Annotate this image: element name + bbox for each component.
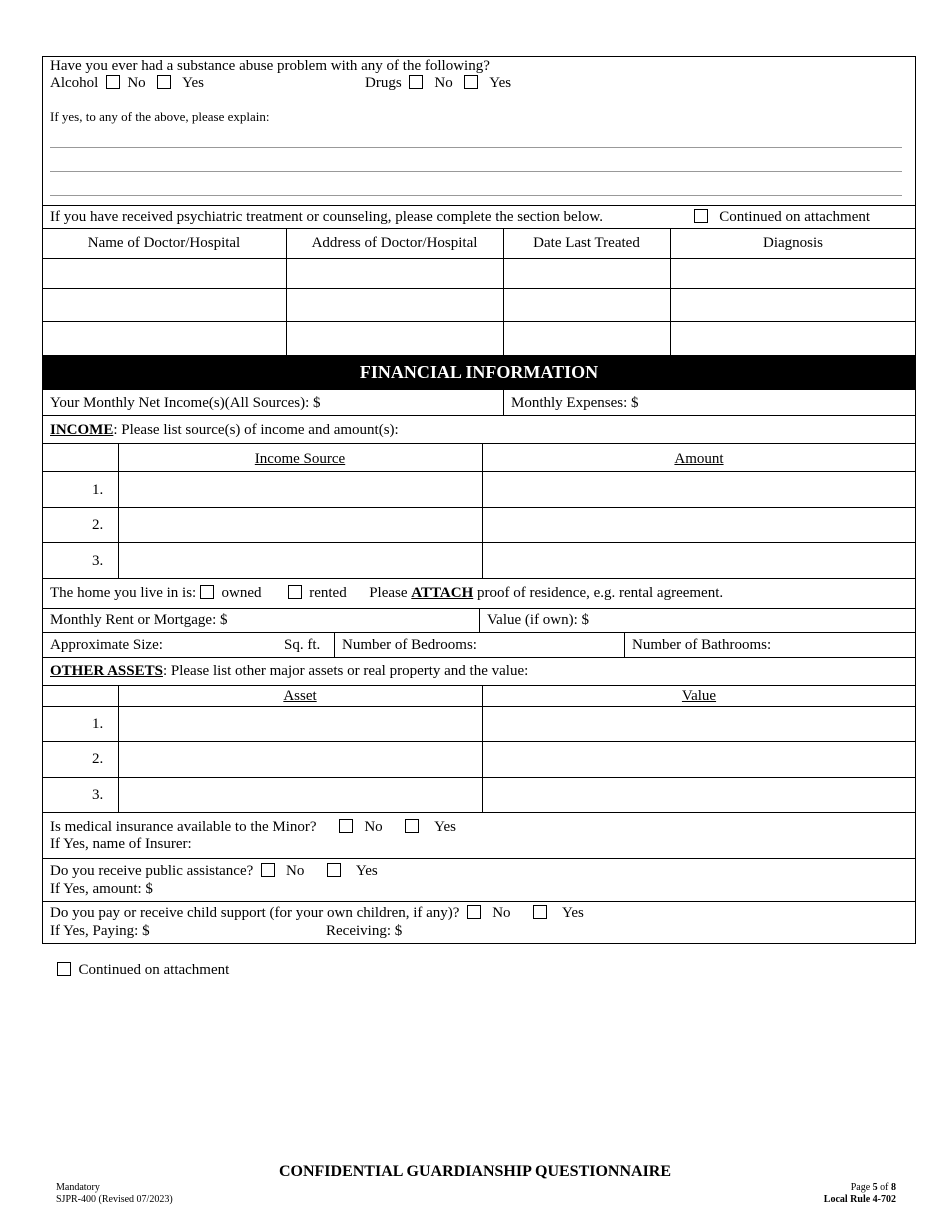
- footer-local-rule: Local Rule 4-702: [823, 1194, 896, 1205]
- public-followup: If Yes, amount: $: [50, 881, 153, 897]
- home-row: [50, 584, 723, 602]
- alcohol-no-checkbox[interactable]: [106, 75, 120, 89]
- other-assets-heading: OTHER ASSETS: [50, 663, 163, 679]
- monthly-expenses-label: Monthly Expenses: $: [511, 395, 639, 411]
- other-assets-row: [50, 662, 528, 680]
- financial-continued-checkbox[interactable]: [57, 962, 71, 976]
- alcohol-label: Alcohol: [50, 75, 99, 91]
- explain-line-1[interactable]: [50, 147, 902, 148]
- child-support-question: Do you pay or receive child support (for your own children, if any)?: [50, 905, 460, 921]
- sqft-label: Sq. ft.: [284, 637, 321, 653]
- medical-question: Is medical insurance available to the Minor?: [50, 819, 317, 835]
- value-header: Value: [681, 688, 717, 704]
- medical-yes-label: Yes: [434, 819, 456, 835]
- medical-no-checkbox[interactable]: [339, 819, 353, 833]
- child-support-no-checkbox[interactable]: [467, 905, 481, 919]
- approx-size-label: Approximate Size:: [50, 637, 163, 653]
- footer-page: [851, 1182, 896, 1194]
- public-yes-label: Yes: [355, 863, 378, 879]
- financial-heading: FINANCIAL INFORMATION: [42, 355, 916, 390]
- medical-no-label: No: [364, 819, 383, 835]
- owned-label: owned: [221, 585, 262, 601]
- medical-followup: If Yes, name of Insurer:: [50, 836, 192, 852]
- alcohol-yes-checkbox[interactable]: [157, 75, 171, 89]
- footer-title: CONFIDENTIAL GUARDIANSHIP QUESTIONNAIRE: [278, 1163, 672, 1180]
- amount-header: Amount: [674, 451, 724, 467]
- asset-row-2-number: 2.: [92, 751, 104, 767]
- please-label: Please: [369, 585, 408, 601]
- psychiatric-continued-label: Continued on attachment: [719, 209, 871, 225]
- explain-prompt: If yes, to any of the above, please explain:: [50, 109, 270, 124]
- financial-continued: [57, 961, 229, 979]
- psych-col-address: Address of Doctor/Hospital: [311, 235, 478, 251]
- rented-label: rented: [309, 585, 347, 601]
- income-heading: INCOME: [50, 422, 114, 438]
- public-no-checkbox[interactable]: [261, 863, 275, 877]
- income-instruction: : Please list source(s) of income and amount(s):: [113, 422, 399, 438]
- alcohol-row: [50, 74, 204, 92]
- income-row-1-number: 1.: [92, 482, 104, 498]
- attach-label: ATTACH: [411, 585, 474, 601]
- proof-label: proof of residence, e.g. rental agreement.: [477, 585, 724, 601]
- financial-continued-label: Continued on attachment: [78, 962, 230, 978]
- psych-col-date: Date Last Treated: [533, 235, 640, 251]
- bathrooms-label: Number of Bathrooms:: [632, 637, 772, 653]
- page-of: of: [880, 1182, 889, 1193]
- explain-line-3[interactable]: [50, 195, 902, 196]
- bedrooms-label: Number of Bedrooms:: [342, 637, 477, 653]
- drugs-label: Drugs: [365, 75, 402, 91]
- drugs-no-checkbox[interactable]: [409, 75, 423, 89]
- other-assets-instruction: : Please list other major assets or real property and the value:: [162, 663, 529, 679]
- psychiatric-instruction: If you have received psychiatric treatment or counseling, please complete the section below.: [50, 209, 603, 225]
- drugs-yes-label: Yes: [489, 75, 512, 91]
- rent-label: Monthly Rent or Mortgage: $: [50, 612, 228, 628]
- drugs-row: [365, 74, 511, 92]
- medical-row: [50, 818, 456, 836]
- medical-yes-checkbox[interactable]: [405, 819, 419, 833]
- child-support-yes-checkbox[interactable]: [533, 905, 547, 919]
- page-current: 5: [872, 1182, 878, 1193]
- public-no-label: No: [286, 863, 305, 879]
- substance-question: Have you ever had a substance abuse problem with any of the following?: [50, 58, 490, 74]
- asset-header: Asset: [283, 688, 317, 704]
- footer-form-id: SJPR-400 (Revised 07/2023): [56, 1194, 173, 1205]
- receiving-label: Receiving: $: [326, 923, 403, 939]
- alcohol-yes-label: Yes: [182, 75, 204, 91]
- alcohol-no-label: No: [127, 75, 146, 91]
- explain-line-2[interactable]: [50, 171, 902, 172]
- income-row-3-number: 3.: [92, 553, 104, 569]
- drugs-no-label: No: [434, 75, 453, 91]
- income-source-header: Income Source: [254, 451, 346, 467]
- footer-mandatory: Mandatory: [56, 1182, 100, 1193]
- home-label: The home you live in is:: [50, 585, 197, 601]
- value-own-label: Value (if own): $: [487, 612, 590, 628]
- child-support-yes-label: Yes: [562, 905, 584, 921]
- public-row: [50, 862, 378, 880]
- psych-col-name: Name of Doctor/Hospital: [87, 235, 241, 251]
- child-support-no-label: No: [492, 905, 511, 921]
- psych-col-diagnosis: Diagnosis: [763, 235, 823, 251]
- income-instruction-row: [50, 421, 399, 439]
- page-total: 8: [891, 1182, 896, 1193]
- asset-row-3-number: 3.: [92, 787, 104, 803]
- public-question: Do you receive public assistance?: [50, 863, 254, 879]
- monthly-income-label: Your Monthly Net Income(s)(All Sources): $: [50, 395, 321, 411]
- asset-row-1-number: 1.: [92, 716, 104, 732]
- public-yes-checkbox[interactable]: [327, 863, 341, 877]
- income-row-2-number: 2.: [92, 517, 104, 533]
- paying-label: If Yes, Paying: $: [50, 923, 150, 939]
- page-prefix: Page: [850, 1182, 871, 1193]
- child-support-row: [50, 904, 584, 922]
- drugs-yes-checkbox[interactable]: [464, 75, 478, 89]
- psychiatric-continued: [694, 208, 870, 226]
- owned-checkbox[interactable]: [200, 585, 214, 599]
- psychiatric-continued-checkbox[interactable]: [694, 209, 708, 223]
- rented-checkbox[interactable]: [288, 585, 302, 599]
